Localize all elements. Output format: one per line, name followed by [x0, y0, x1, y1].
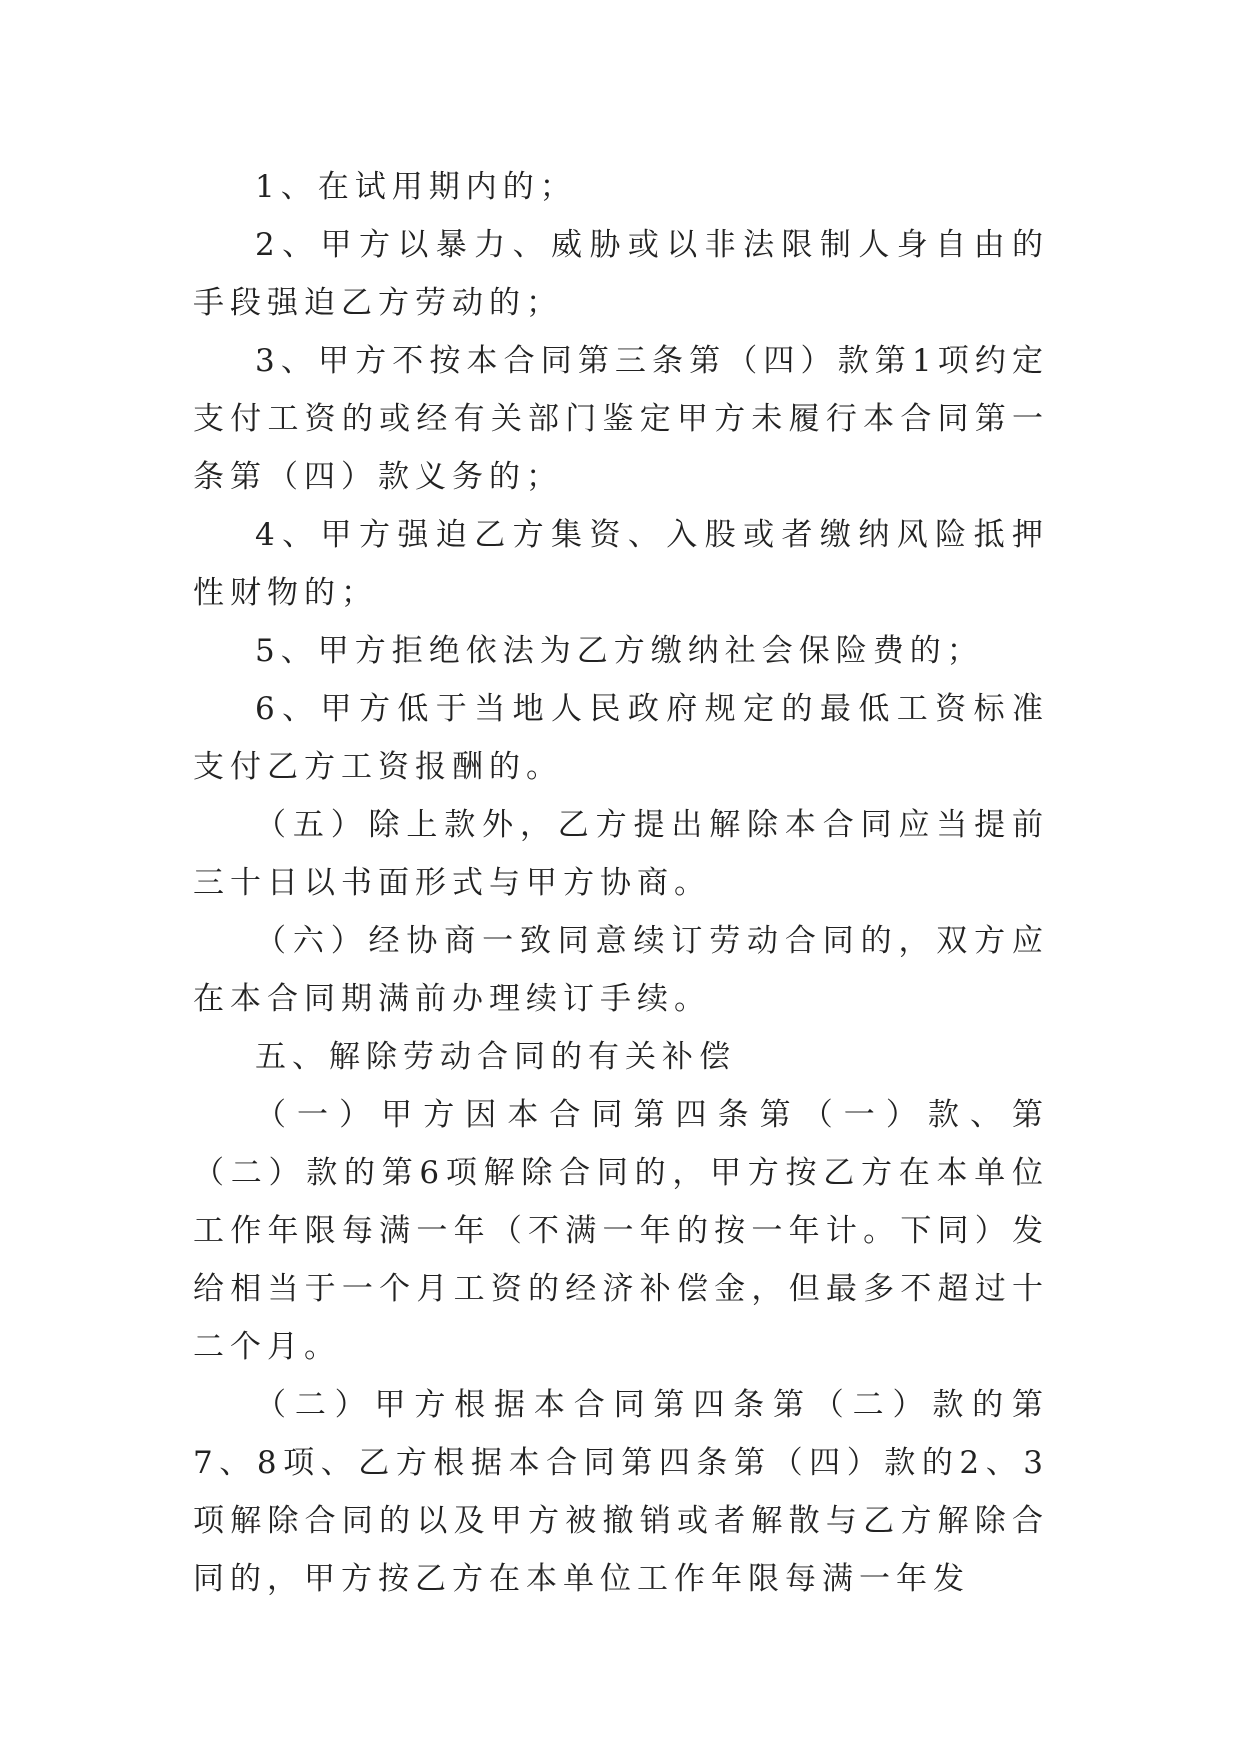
paragraph-clause-6: （六）经协商一致同意续订劳动合同的，双方应在本合同期满前办理续订手续。 [193, 923, 1049, 1017]
paragraph-item-1: 1、在试用期内的； [255, 169, 577, 205]
paragraph-item-6: 6、甲方低于当地人民政府规定的最低工资标准支付乙方工资报酬的。 [193, 691, 1049, 785]
paragraph-item-2: 2、甲方以暴力、威胁或以非法限制人身自由的手段强迫乙方劳动的； [193, 227, 1049, 321]
paragraph-compensation-2: （二）甲方根据本合同第四条第（二）款的第7、8项、乙方根据本合同第四条第（四）款的2、3项解除合同的以及甲方被撤销或者解散与乙方解除合同的，甲方按乙方在本单位工作年限每满一年发 [193, 1387, 1049, 1597]
document-body [193, 158, 1049, 1608]
paragraph-clause-5: （五）除上款外，乙方提出解除本合同应当提前三十日以书面形式与甲方协商。 [193, 807, 1049, 901]
paragraph-compensation-1: （一）甲方因本合同第四条第（一）款、第（二）款的第6项解除合同的，甲方按乙方在本单位工作年限每满一年（不满一年的按一年计。下同）发给相当于一个月工资的经济补偿金，但最多不超过十二个月。 [193, 1097, 1049, 1365]
section-heading-5: 五、解除劳动合同的有关补偿 [255, 1039, 736, 1075]
paragraph-item-5: 5、甲方拒绝依法为乙方缴纳社会保险费的； [255, 633, 984, 669]
paragraph-item-4: 4、甲方强迫乙方集资、入股或者缴纳风险抵押性财物的； [193, 517, 1049, 611]
paragraph-item-3: 3、甲方不按本合同第三条第（四）款第1项约定支付工资的或经有关部门鉴定甲方未履行本合同第一条第（四）款义务的； [193, 343, 1049, 495]
